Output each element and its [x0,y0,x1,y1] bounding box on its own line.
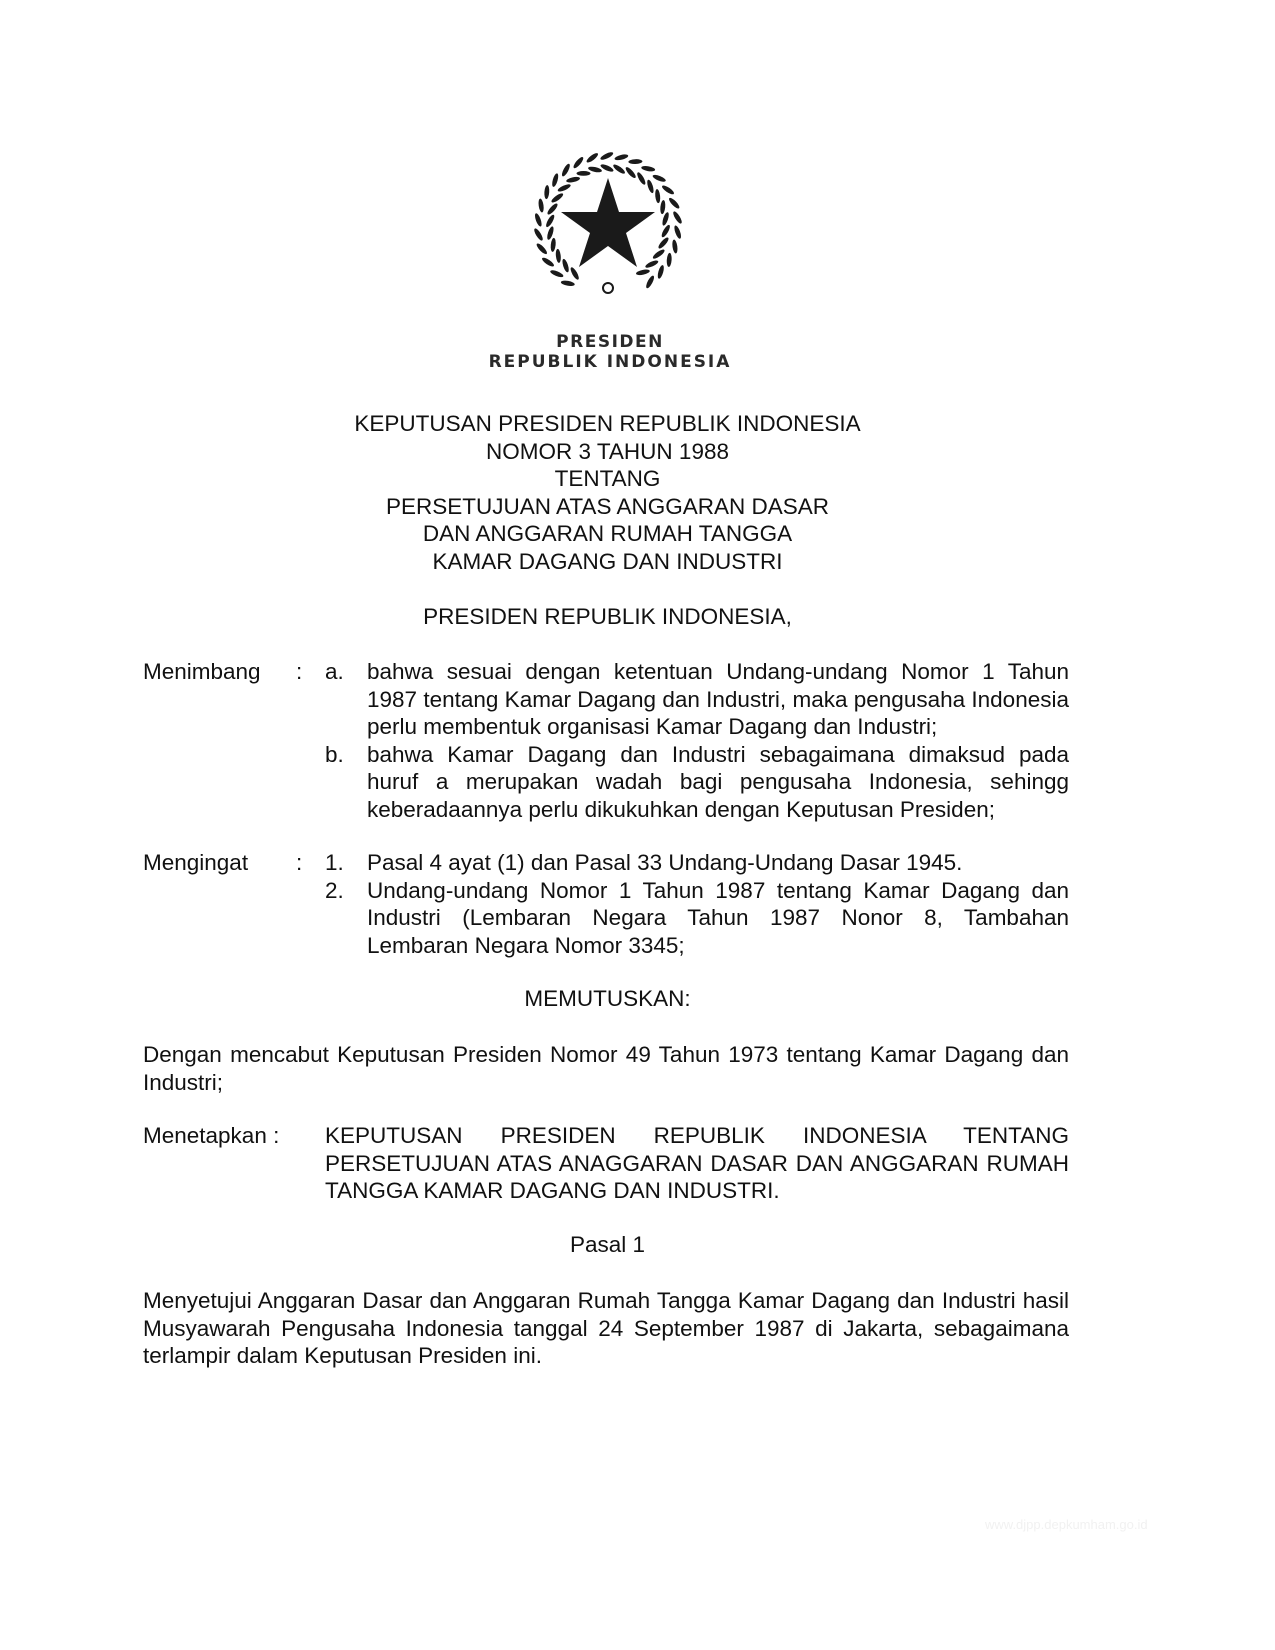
wreath-leaf [535,242,548,255]
wreath-leaf [566,176,581,184]
title-line: DAN ANGGARAN RUMAH TANGGA [422,521,793,546]
item-text: bahwa Kamar Dagang dan Industri sebagaimana dimaksud pada huruf a merupakan wadah bagi pengusaha Indonesia, sehingg keberadaannya perlu dikukuhkan dengan Keputusan Presiden; [367,741,1069,822]
title-line: KEPUTUSAN PRESIDEN REPUBLIK INDONESIA [354,411,861,436]
colon: : [296,659,303,684]
item-marker: a. [325,659,344,684]
item-marker: b. [325,741,344,767]
wreath-leaf [673,225,682,240]
wreath-leaf [550,238,556,252]
pasal-1-heading: Pasal 1 [569,1232,646,1257]
wreath-leaf [655,189,661,203]
menimbang-label: Menimbang [143,659,261,684]
wreath-leaf [661,184,675,196]
wreath-leaf [561,258,570,273]
pasal-1-text: Menyetujui Anggaran Dasar dan Anggaran Rumah Tangga Kamar Dagang dan Industri hasil Musyawarah Pengusaha Indonesia tanggal 24 September 1987 di Jakarta, sebagaimana terlampir dalam Keputusan Presiden ini. [143,1288,1069,1368]
menimbang-section [143,658,1069,823]
wreath-leaf [560,163,571,178]
wreath-leaf [533,227,544,241]
wreath-leaf [657,236,670,250]
wreath-leaf [672,239,679,254]
watermark-link[interactable]: www.djpp.depkumham.go.id [985,1517,1148,1532]
mencabut-paragraph: Dengan mencabut Keputusan Presiden Nomor 49 Tahun 1973 tentang Kamar Dagang dan Industri; [143,1042,1069,1095]
wreath-leaf [541,256,555,268]
menimbang-item-b [143,741,1069,824]
wreath-leaf [657,265,665,280]
mengingat-label: Mengingat [143,850,249,875]
item-text: Pasal 4 ayat (1) dan Pasal 33 Undang-Undang Dasar 1945. [367,850,963,875]
wreath-leaf [666,253,672,267]
wreath-leaf [588,166,603,174]
wreath-leaf [546,202,559,216]
wreath-leaf [534,213,543,228]
item-text: bahwa sesuai dengan ketentuan Undang-undang Nomor 1 Tahun 1987 tentang Kamar Dagang dan Industri, maka pengusaha Indonesia perlu membentuk organisasi Kamar Dagang dan Industri; [367,659,1069,739]
wreath-leaf [572,156,585,170]
wreath-leaf [660,224,671,239]
wreath-leaf [612,163,626,175]
wreath-leaf [641,165,656,172]
wreath-leaf [660,200,666,214]
wreath-leaf [644,259,659,269]
wreath-leaf [555,249,561,263]
wreath-leaf [672,210,683,224]
wreath-leaf [549,269,564,279]
wreath-leaf [557,183,572,193]
mengingat-item-1 [143,849,1069,877]
mengingat-item-2 [143,877,1069,960]
wreath-leaf [569,266,580,281]
wreath-leaf [600,163,615,173]
wreath-leaf [646,179,655,194]
wreath-leaf [577,171,591,176]
wreath-leaf [614,153,629,161]
wreath-leaf [652,248,666,260]
title-line: KAMAR DAGANG DAN INDUSTRI [432,548,783,574]
wreath-leaf [599,151,614,161]
emblem-caption-presiden: PRESIDEN [556,332,664,352]
menetapkan-text: KEPUTUSAN PRESIDEN REPUBLIK INDONESIA TENTANG PERSETUJUAN ATAS ANAGGARAN DASAR DAN ANGGARAN RUMAH TANGGA KAMAR DAGANG DAN INDUSTRI. [325,1123,1069,1203]
item-text: Undang-undang Nomor 1 Tahun 1987 tentang Kamar Dagang dan Industri (Lembaran Negara Tahun 1987 Nonor 8, Tambahan Lembaran Negara Nomor 3345; [367,877,1069,958]
wreath-leaf [668,196,681,209]
wreath-leaf [636,171,647,186]
mengingat-section [143,849,1069,959]
wreath-leaf [645,275,656,290]
colon: : [296,850,303,875]
emblem-caption-republik: REPUBLIK INDONESIA [488,352,732,372]
wreath-leaf [544,185,550,199]
wreath-leaf [628,159,642,164]
preamble: PRESIDEN REPUBLIK INDONESIA, [423,604,792,629]
memutuskan-heading: MEMUTUSKAN: [524,986,691,1011]
wreath-leaf [585,152,599,164]
wreath-leaf [636,268,651,276]
title-line: TENTANG [554,466,661,491]
menetapkan-label: Menetapkan : [143,1123,280,1148]
wreath-leaf [551,173,559,188]
wreath-leaf [538,198,545,213]
star-wreath-icon [528,148,688,308]
wreath-leaf [550,192,564,204]
wreath-leaf [560,280,575,287]
menimbang-item-a [143,658,1069,741]
wreath-leaf [652,173,667,183]
title-line: PERSETUJUAN ATAS ANGGARAN DASAR [385,493,829,519]
title-line: NOMOR 3 TAHUN 1988 [486,438,729,464]
wreath-leaf [624,166,637,180]
wreath-leaf [545,214,556,229]
presidential-seal-icon [528,148,688,308]
document-title [200,410,1015,575]
item-marker: 2. [325,877,344,903]
item-marker: 1. [325,850,344,875]
